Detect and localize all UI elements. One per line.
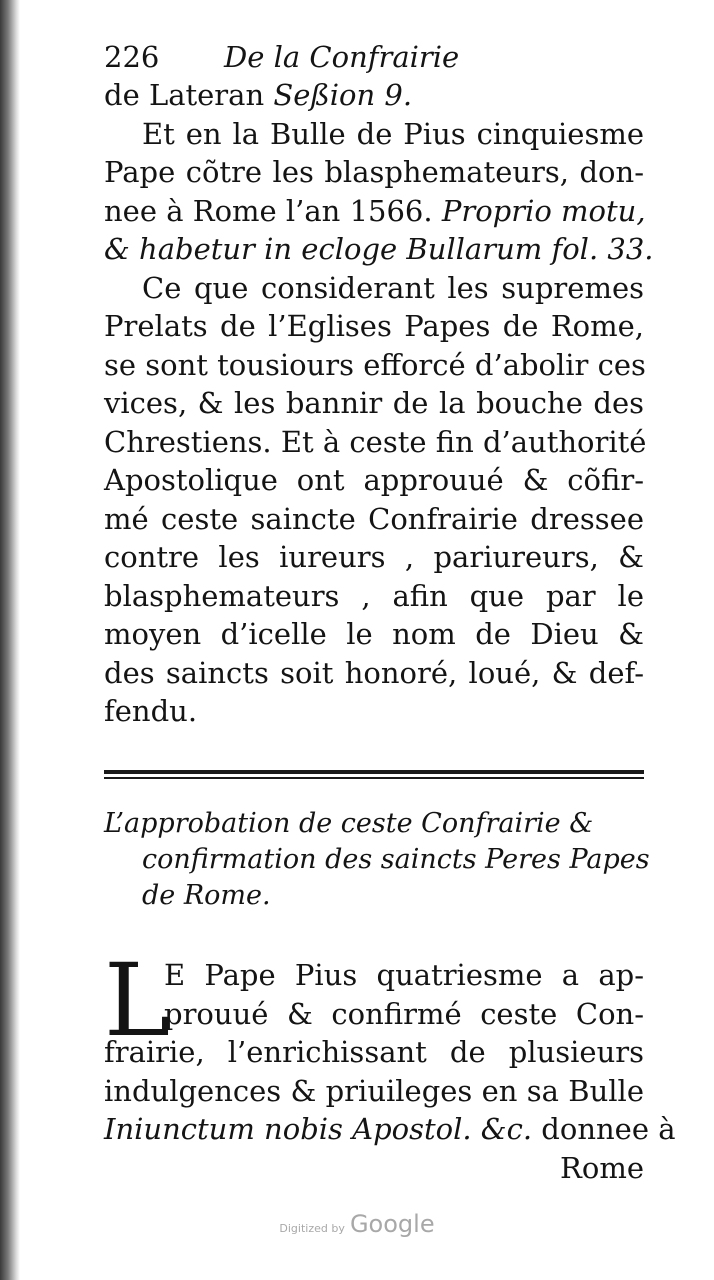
text-line: Apostolique ont approuué & cõfir- <box>104 463 644 497</box>
text-line: vices, & les bannir de la bouche des <box>104 386 644 420</box>
text-line: fendu. <box>104 694 198 728</box>
text-line: frairie, l’enrichissant de plusieurs <box>104 1035 644 1069</box>
text-line: Et en la Bulle de Pius cinquiesme <box>142 116 644 151</box>
page-gutter-shadow <box>0 0 20 1280</box>
text-line: moyen d’icelle le nom de Dieu & <box>104 617 644 651</box>
text-line: blasphemateurs , afin que par le <box>104 578 644 613</box>
catchword: Rome <box>560 1150 644 1185</box>
text-line: Ce que considerant les supremes <box>142 270 644 305</box>
paragraph-2 <box>104 269 647 731</box>
running-title: De la Confrairie <box>224 40 460 74</box>
section-heading <box>104 806 650 914</box>
text-line: des saincts soit honoré, loué, & def- <box>104 655 644 690</box>
line-text: nee à Rome l’an 1566. <box>104 193 442 228</box>
line-text: de Lateran <box>104 78 274 112</box>
section-divider <box>104 770 644 782</box>
line-italic: Proprio motu, <box>441 193 646 228</box>
text-line: prouué & confirmé ceste Con- <box>164 996 644 1031</box>
text-line: Prelats de l’Eglises Papes de Rome, <box>104 309 644 343</box>
line-italic: Seßion 9. <box>273 78 413 112</box>
text-line: contre les iureurs , pariureurs, & <box>104 540 644 574</box>
page-header <box>104 38 644 76</box>
text-line <box>104 76 644 115</box>
text-line: Chrestiens. Et à ceste fin d’authorité <box>104 424 647 459</box>
drop-cap: L <box>104 942 171 1059</box>
paragraph-1 <box>104 76 654 269</box>
page-body <box>104 38 654 731</box>
text-line: indulgences & priuileges en sa Bulle <box>104 1073 644 1108</box>
google-wordmark: Google <box>349 1210 435 1238</box>
paragraph-3 <box>104 942 676 1187</box>
divider-rule <box>104 770 644 774</box>
text-line: Pape cõtre les blasphemateurs, don- <box>104 155 644 189</box>
line-italic: Iniunctum nobis Apostol. &c. <box>104 1112 533 1146</box>
heading-line: de Rome. <box>142 880 271 911</box>
digitized-by-text: Digitized by <box>279 1222 345 1235</box>
digitized-watermark <box>0 1210 714 1238</box>
text-line: mé ceste saincte Confrairie dressee <box>104 501 644 536</box>
text-line: se sont tousiours efforcé d’abolir ces <box>104 347 646 382</box>
heading-line: confirmation des saincts Peres Papes <box>142 844 650 875</box>
text-line <box>104 1110 676 1149</box>
text-line: E Pape Pius quatriesme a ap- <box>164 958 644 992</box>
heading-line: L’approbation de ceste Confrairie & <box>104 808 594 839</box>
divider-rule <box>104 777 644 779</box>
text-line <box>104 192 644 231</box>
page-number: 226 <box>104 40 160 74</box>
line-text: donnee à <box>541 1112 676 1146</box>
text-line: & habetur in ecloge Bullarum fol. 33. <box>104 232 654 266</box>
